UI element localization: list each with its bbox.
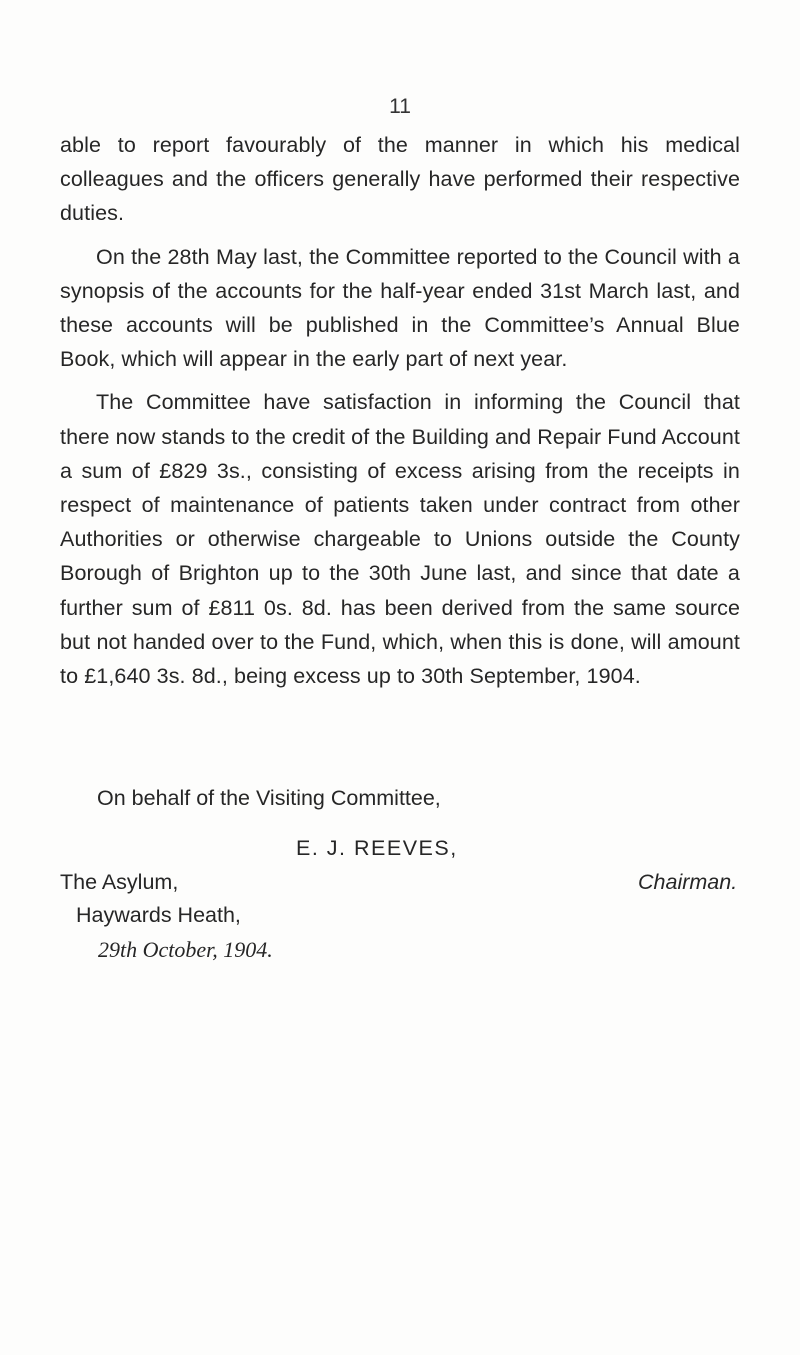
signatory-name: E. J. REEVES, [296,836,458,860]
signature-date: 29th October, 1904. [98,937,273,962]
report-body [60,128,740,693]
paragraph-accounts: On the 28th May last, the Committee reported to the Council with a synopsis of the accounts for the half-year ended 31st March last, and these accounts will be published in the Committee’s Annual Blue Book, which will appear in the early part of next year. [60,244,740,372]
address-line-1: The Asylum, [60,870,179,894]
paragraph-repair-fund: The Committee have satisfaction in informing the Council that there now stands to the credit of the Building and Repair Fund Account a sum of £829 3s., consisting of excess arising from the receipts in respect of maintenance of patients taken under contract from other Authorities or otherwise chargeable to Unions outside the County Borough of Brighton up to the 30th June last, and since that date a further sum of £811 0s. 8d. has been derived from the same source but not handed over to the Fund, which, when this is done, will amount to £1,640 3s. 8d., being excess up to 30th September, 1904. [60,390,740,689]
page-number: 11 [389,95,411,118]
signatory-title: Chairman. [638,870,738,894]
behalf-line: On behalf of the Visiting Committee, [97,786,441,810]
address-line-2: Haywards Heath, [76,903,241,927]
paragraph-continuation: able to report favourably of the manner in which his medical colleagues and the officers generally have performed their respective duties. [60,133,740,226]
